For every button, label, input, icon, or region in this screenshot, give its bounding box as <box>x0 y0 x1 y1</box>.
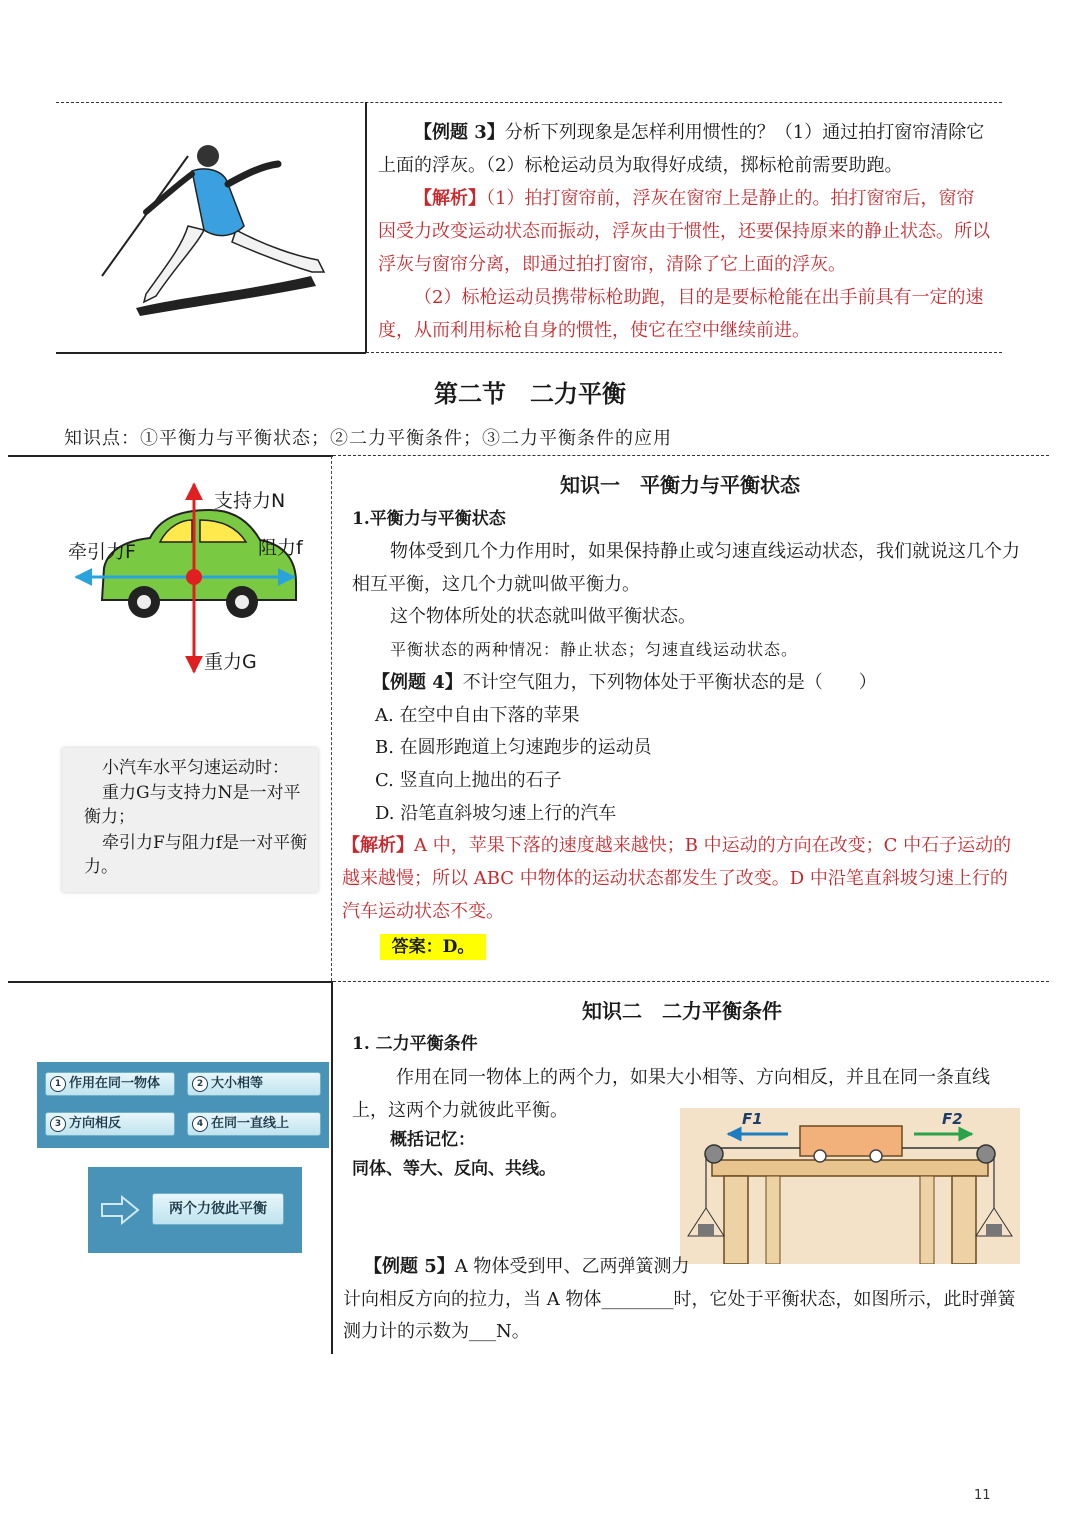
knowledge-points: 知识点：①平衡力与平衡状态；②二力平衡条件；③二力平衡条件的应用 <box>64 428 672 449</box>
example4-question: 【例题 4】不计空气阻力，下列物体处于平衡状态的是（ ） <box>372 672 877 693</box>
knowledge1-heading: 知识一 平衡力与平衡状态 <box>560 473 800 497</box>
condition-item-same-object: 1 作用在同一物体 <box>45 1072 175 1096</box>
condition-item-equal-size: 2 大小相等 <box>187 1072 321 1096</box>
knowledge2-para1: 作用在同一物体上的两个力，如果大小相等、方向相反，并且在同一条直线上，这两个力就彼此平衡。 <box>352 1067 990 1121</box>
example4-option-d: D. 沿笔直斜坡匀速上行的汽车 <box>375 803 617 824</box>
example3-question: 【例题 3】分析下列现象是怎样利用惯性的？（1）通过拍打窗帘清除它上面的浮灰。（2）标枪运动员为取得好成绩，掷标枪前需要助跑。 <box>378 122 985 176</box>
traction-force-label: 牵引力F <box>68 541 136 563</box>
result-button: 两个力彼此平衡 <box>152 1193 284 1225</box>
car-caption-box <box>62 748 318 892</box>
example5-line1: 【例题 5】A 物体受到甲、乙两弹簧测力 <box>364 1256 690 1277</box>
example4-option-c: C. 竖直向上抛出的石子 <box>375 770 562 791</box>
knowledge1-para2: 这个物体所处的状态就叫做平衡状态。 <box>390 606 696 627</box>
javelin-thrower-illustration <box>96 126 336 316</box>
pulley-diagram <box>680 1108 1020 1264</box>
knowledge1-subheading: 1.平衡力与平衡状态 <box>352 509 506 529</box>
knowledge1-para1: 物体受到几个力作用时，如果保持静止或匀速直线运动状态，我们就说这几个力相互平衡，这几个力就叫做平衡力。 <box>352 541 1020 595</box>
example3-analysis-2: （2）标枪运动员携带标枪助跑，目的是要标枪能在出手前具有一定的速度，从而利用标枪自身的惯性，使它在空中继续前进。 <box>378 287 984 341</box>
condition-item-opposite-direction: 3 方向相反 <box>45 1112 175 1136</box>
example4-option-b: B. 在圆形跑道上匀速跑步的运动员 <box>375 737 652 758</box>
example3-analysis: 【解析】（1）拍打窗帘前，浮灰在窗帘上是静止的。拍打窗帘后，窗帘因受力改变运动状态而振动，浮灰由于惯性，还要保持原来的静止状态。所以浮灰与窗帘分离，即通过拍打窗帘，清除了它上面的浮灰。 <box>378 188 990 275</box>
support-force-label: 支持力N <box>214 490 286 512</box>
example4-label: 【例题 4】 <box>372 672 463 693</box>
conditions-panel <box>37 1062 329 1148</box>
example4-analysis: 【解析】A 中，苹果下落的速度越来越快；B 中运动的方向在改变；C 中石子运动的越来越慢；所以 ABC 中物体的运动状态都发生了改变。D 中沿笔直斜坡匀速上行的汽车运动状态不变。 <box>342 835 1012 922</box>
knowledge2-heading: 知识二 二力平衡条件 <box>582 999 782 1023</box>
example4-option-a: A. 在空中自由下落的苹果 <box>375 705 580 726</box>
car-caption-line1: 小汽车水平匀速运动时： <box>102 758 289 778</box>
f1-label: F1 <box>742 1110 763 1128</box>
example5-line3: 测力计的示数为___N。 <box>343 1321 530 1342</box>
section-title: 第二节 二力平衡 <box>434 380 626 408</box>
example5-label: 【例题 5】 <box>364 1256 455 1277</box>
memory-label: 概括记忆： <box>390 1130 475 1150</box>
f2-label: F2 <box>942 1110 963 1128</box>
knowledge2-subheading: 1. 二力平衡条件 <box>352 1034 478 1054</box>
car-caption-line2: 重力G与支持力N是一对平衡力； <box>84 783 301 827</box>
example3-analysis-label: 【解析】 <box>414 188 486 209</box>
resistance-force-label: 阻力f <box>258 537 303 559</box>
example5-line2: 计向相反方向的拉力，当 A 物体________时，它处于平衡状态，如图所示，此时弹簧 <box>343 1289 1016 1310</box>
example4-analysis-label: 【解析】 <box>342 835 414 856</box>
example3-label: 【例题 3】 <box>414 122 505 143</box>
car-force-diagram <box>60 478 330 678</box>
page-number: 11 <box>974 1488 991 1503</box>
arrow-right-icon <box>100 1195 140 1225</box>
memory-text: 同体、等大、反向、共线。 <box>352 1159 556 1179</box>
car-caption-line3: 牵引力F与阻力f是一对平衡力。 <box>84 833 308 877</box>
knowledge1-para3: 平衡状态的两种情况：静止状态；匀速直线运动状态。 <box>390 640 799 659</box>
gravity-force-label: 重力G <box>204 651 257 673</box>
example4-answer: 答案：D。 <box>380 934 486 960</box>
result-panel <box>88 1167 302 1253</box>
condition-item-same-line: 4 在同一直线上 <box>187 1112 321 1136</box>
